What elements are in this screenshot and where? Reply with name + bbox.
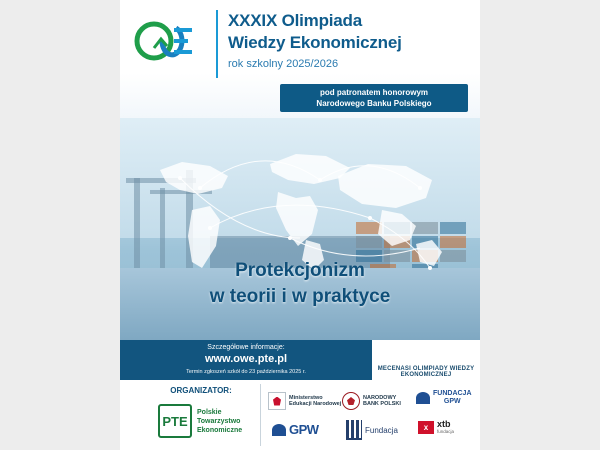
patronage-line1: pod patronatem honorowym [320,88,428,97]
pte-name-line1: Polskie [197,408,222,416]
school-year-subtitle: rok szkolny 2025/2026 [228,58,339,70]
sponsor-ministry-line2: Edukacji Narodowej [289,401,342,407]
patrons-heading: MECENASI OLIMPIADY WIEDZY EKONOMICZNEJ [377,366,475,378]
website-link[interactable]: www.owe.pte.pl [204,353,288,365]
sponsor-xtb-line1: xtb [437,419,451,429]
sponsor-fundacja-gpw-logo [416,390,472,406]
poster-slogan [120,258,480,310]
sponsor-ministry-line1: Ministerstwo [289,394,323,401]
sponsor-nbp-text [363,395,401,408]
sponsor-fundacja-logo [346,420,398,440]
pte-name [197,408,242,435]
info-box [120,340,372,380]
pte-name-line2: Towarzystwo [197,417,241,425]
sponsor-fundacja-text: Fundacja [365,425,398,435]
pte-mark-icon: PTE [158,404,192,438]
sponsor-gpw-logo [272,422,319,437]
slogan-line1: Protekcjonizm [235,260,365,281]
sponsor-logos [266,386,476,448]
building-icon [346,420,362,440]
pte-logo [158,398,250,444]
gpw-swoosh-icon [272,424,286,436]
polish-eagle-icon [268,392,286,410]
slogan-line2: w teorii i w praktyce [209,286,391,307]
page-title-line2: Wiedzy Ekonomicznej [228,33,402,52]
footer-divider [260,384,261,446]
poster [120,0,480,450]
poster-footer [120,380,480,450]
sponsor-nbp-logo [342,392,401,410]
deadline-note: Termin zgłoszeń szkół do 23 października 2025 r. [186,369,306,375]
poster-title-block [228,10,472,70]
xtb-mark-icon: x [418,421,434,434]
sponsor-nbp-line2: BANK POLSKI [363,401,401,407]
page-title-line1: XXXIX Olimpiada [228,11,362,30]
poster-header [120,0,480,118]
pte-name-line3: Ekonomiczne [197,426,243,434]
owe-logo-icon [134,14,202,68]
sponsor-fgpw-line1: FUNDACJA [433,390,472,397]
sponsor-gpw-text: GPW [289,422,319,437]
sponsor-fgpw-line2: GPW [443,398,461,405]
header-divider [216,10,218,78]
sponsor-ministry-logo [268,392,341,410]
gpw-swoosh-icon [416,392,430,404]
sponsor-ministry-text [289,395,341,408]
sponsor-nbp-line1: NARODOWY [363,394,397,401]
sponsor-xtb-logo [418,420,454,434]
info-details-label: Szczegółowe informacje: [207,344,285,351]
organizer-label: ORGANIZATOR: [170,386,232,395]
sponsor-xtb-text [437,420,454,434]
sponsor-fundacja-gpw-text [433,390,472,406]
nbp-seal-icon [342,392,360,410]
patronage-line2: Narodowego Banku Polskiego [316,99,432,108]
patronage-badge [280,84,468,112]
sponsor-xtb-line2: fundacja [437,429,455,434]
